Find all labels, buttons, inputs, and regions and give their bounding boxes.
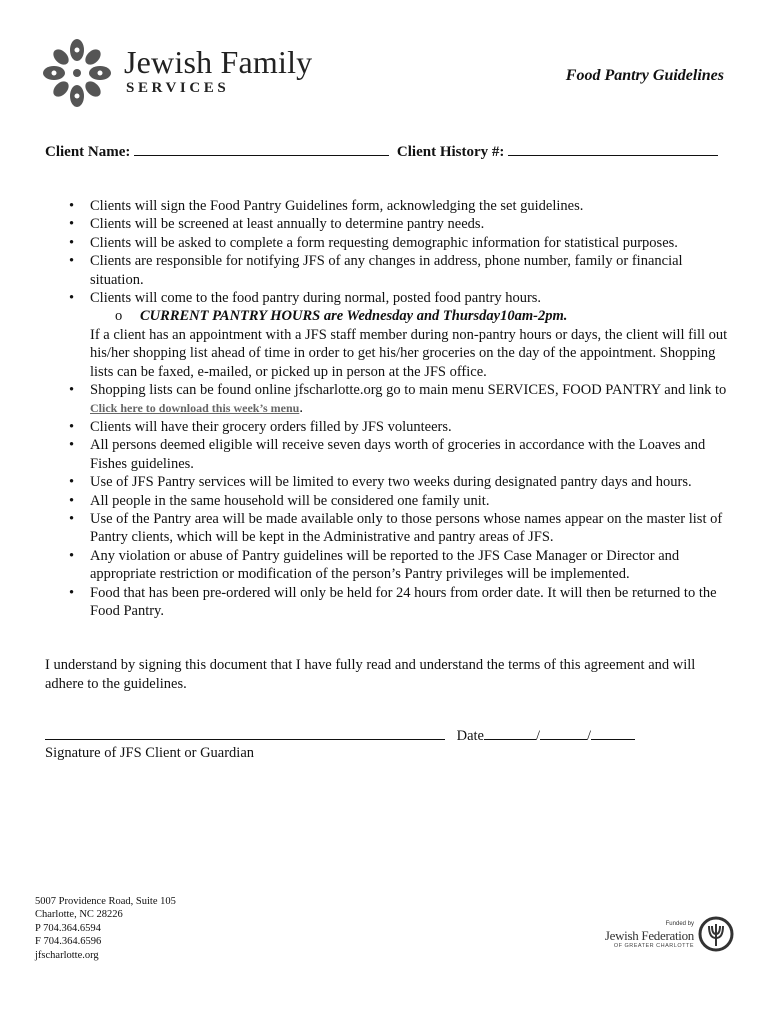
federation-subtitle: OF GREATER CHARLOTTE bbox=[613, 943, 694, 949]
list-item: • Clients are responsible for notifying JFS of any changes in address, phone number, family or financial situation. bbox=[69, 253, 683, 288]
list-item: • Clients will be screened at least annually to determine pantry needs. bbox=[69, 216, 485, 233]
guidelines-list bbox=[45, 197, 735, 620]
list-item: • All people in the same household will be considered one family unit. bbox=[69, 492, 490, 509]
address-line: 5007 Providence Road, Suite 105 bbox=[35, 896, 176, 907]
address-line: Charlotte, NC 28226 bbox=[35, 909, 123, 921]
phone-line: P 704.364.6594 bbox=[35, 922, 101, 934]
list-item: • All persons deemed eligible will receive seven days worth of groceries in accordance with the Loaves and Fishes guidelines. bbox=[69, 437, 706, 472]
signature-caption: Signature of JFS Client or Guardian bbox=[45, 745, 255, 761]
list-item: • Use of the Pantry area will be made available only to those persons whose names appear on the master list of Pantry clients, which will be kept in the Administrative and pantry areas of JFS. bbox=[69, 510, 723, 546]
pantry-hours: o CURRENT PANTRY HOURS are Wednesday and Thursday10am-2pm. bbox=[115, 308, 568, 325]
list-item: • Use of JFS Pantry services will be limited to every two weeks during designated pantry days and hours. bbox=[69, 474, 692, 491]
date-label: Date bbox=[456, 728, 484, 744]
fax-line: F 704.364.6596 bbox=[35, 936, 102, 948]
date-year-field[interactable] bbox=[591, 727, 635, 740]
federation-name: Jewish Federation bbox=[604, 928, 694, 943]
date-separator: / bbox=[587, 728, 592, 744]
signature-row bbox=[45, 727, 635, 745]
list-item: • Clients will come to the food pantry during normal, posted food pantry hours. bbox=[69, 290, 542, 307]
list-item: • Any violation or abuse of Pantry guidelines will be reported to the JFS Case Manager or Director and appropriate restriction or modification of the person’s Pantry privileges will be implemented. bbox=[69, 547, 680, 583]
date-separator: / bbox=[536, 728, 541, 744]
federation-logo bbox=[600, 910, 740, 960]
client-history-label: Client History #: bbox=[396, 144, 505, 160]
agreement-statement: I understand by signing this document that I have fully read and understand the terms of this agreement and will adhere to the guidelines. bbox=[45, 657, 696, 692]
org-subtitle: SERVICES bbox=[126, 80, 230, 96]
federation-funded-label: Funded by bbox=[665, 921, 694, 927]
org-name: Jewish Family bbox=[124, 44, 313, 80]
footer-address bbox=[35, 895, 176, 962]
jfs-logo bbox=[40, 34, 340, 110]
list-item: • Food that has been pre-ordered will only be held for 24 hours from order date. It will then be returned to the Food Pantry. bbox=[69, 584, 717, 619]
client-name-field[interactable] bbox=[134, 142, 389, 156]
flower-logo-icon bbox=[40, 36, 114, 110]
list-item: • Clients will sign the Food Pantry Guidelines form, acknowledging the set guidelines. bbox=[69, 198, 584, 214]
client-name-label: Client Name: bbox=[45, 144, 131, 160]
website-line: jfscharlotte.org bbox=[35, 949, 99, 961]
list-item: • Clients will be asked to complete a form requesting demographic information for statistical purposes. bbox=[69, 234, 678, 251]
signature-field[interactable] bbox=[45, 727, 445, 740]
download-menu-link[interactable]: Click here to download this week’s menu bbox=[90, 401, 300, 416]
list-item: • Shopping lists can be found online jfscharlotte.org go to main menu SERVICES, FOOD PANTRY and link to Click here to download this week’s menu. bbox=[69, 382, 727, 417]
date-day-field[interactable] bbox=[540, 727, 587, 740]
menorah-icon bbox=[698, 914, 734, 954]
list-item: • Clients will have their grocery orders filled by JFS volunteers. bbox=[69, 418, 452, 435]
document-title: Food Pantry Guidelines bbox=[565, 67, 724, 84]
client-history-field[interactable] bbox=[508, 142, 718, 156]
date-month-field[interactable] bbox=[484, 727, 536, 740]
appointment-note: If a client has an appointment with a JFS staff member during non-pantry hours or days, the client will fill out his/her shopping list ahead of time in order to get his/her groceries on the day of the appointment. Shopping lists can be faxed, e-mailed, or picked up in person at the JFS office. bbox=[90, 326, 728, 380]
client-fields bbox=[45, 142, 718, 161]
